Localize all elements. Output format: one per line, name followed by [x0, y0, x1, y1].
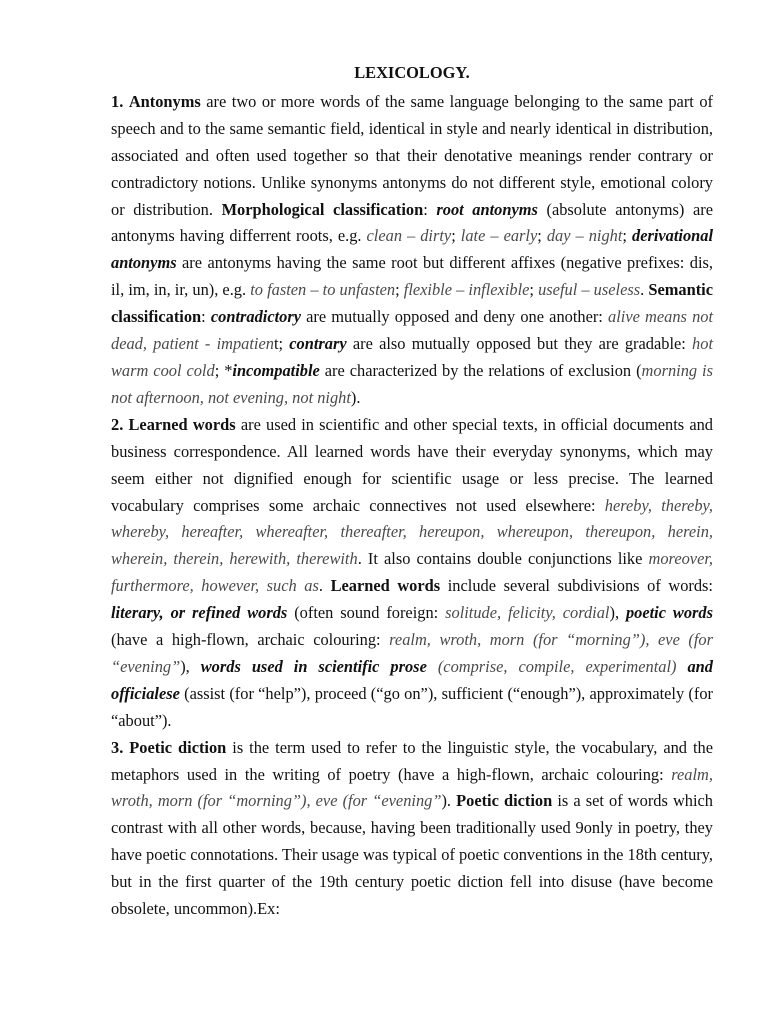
text: ), — [609, 603, 626, 623]
text: ; * — [214, 360, 233, 380]
section-number: 1. — [111, 91, 124, 111]
term-root-antonyms: root antonyms — [436, 199, 538, 219]
text — [427, 657, 438, 676]
example: (comprise, compile, experimental) — [437, 656, 677, 676]
example: realm, wroth, morn (for “morning”), eve (for “evening” — [111, 764, 713, 811]
example: hereby, thereby, whereby, hereafter, whereafter, thereafter, hereupon, whereupon, thereupon, herein, wherein, therein, herewith, therewith — [111, 495, 713, 569]
term-literary-words: literary, or refined words — [111, 603, 288, 623]
example: hot warm cool cold — [111, 334, 713, 380]
term-learned-words: Learned words — [330, 576, 441, 596]
example: solitude, felicity, cordial — [445, 603, 610, 623]
text: ). — [441, 791, 457, 811]
text: (often sound foreign: — [287, 603, 446, 623]
text: ; — [622, 226, 632, 246]
text: ; — [529, 280, 539, 300]
text: ), — [180, 656, 201, 676]
example: alive means not dead, patient - impatien — [111, 307, 714, 354]
term-incompatible: incompatible — [232, 360, 320, 380]
text: are characterized by the relations of exclusion ( — [319, 360, 642, 380]
document-page — [111, 60, 713, 923]
example: late – early — [460, 226, 538, 246]
term-derivational-antonyms: derivational antonyms — [111, 226, 714, 273]
text: . — [318, 576, 331, 596]
text: . It also contains double conjunctions like — [357, 549, 649, 569]
text: is a set of words which contrast with all other words, because, having been traditionally used 9only in poetry, they have poetic connotations. Their usage was typical of poetic conventions in the 18th century, but in the first quarter of the 19th century poetic diction fell into disuse (have become obsolete, uncommon).Ex: — [111, 791, 714, 919]
text: are also mutually opposed but they are gradable: — [346, 334, 693, 354]
term-contradictory: contradictory — [210, 307, 301, 327]
term-poetic-words: poetic words — [625, 603, 713, 623]
term-officialese: and officialese — [111, 656, 713, 703]
text: (have a high-flown, archaic colouring: — [111, 630, 390, 650]
page-title: LEXICOLOGY. — [354, 63, 470, 82]
text: t; — [273, 334, 290, 354]
term-contrary: contrary — [289, 334, 347, 354]
text: ; — [451, 226, 461, 246]
term-scientific-prose: words used in scientific prose — [200, 656, 427, 676]
text: are two or more words of the same language belonging to the same part of speech and to the same semantic field, identical in style and nearly identical in distribution, associated and often used together so that their denotative meanings render contrary or contradictory notions. Unlike synonyms antonyms do not different style, emotional colory or distribution. — [111, 91, 713, 219]
example: morning is not afternoon, not evening, not night — [111, 360, 713, 407]
term-morphological-classification: Morphological classification — [221, 199, 424, 219]
term-learned-words: Learned words — [128, 414, 236, 434]
text: : — [201, 307, 211, 327]
text: . — [640, 280, 649, 300]
text: are antonyms having the same root but different affixes (negative prefixes: dis, il, im, in, ir, un), e.g. — [111, 253, 713, 300]
example: realm, wroth, morn (for “morning”), eve (for “evening” — [111, 630, 714, 676]
term-poetic-diction: Poetic diction — [456, 791, 553, 811]
paragraph-learned-words — [111, 412, 713, 735]
example: useful – useless — [538, 280, 641, 300]
term-antonyms: Antonyms — [128, 91, 201, 111]
text: are used in scientific and other special texts, in official documents and business correspondence. All learned words have their everyday synonyms, which may seem either not dignified enough for scientific usage or less precise. The learned vocabulary comprises some archaic connectives not used elsewhere: — [111, 414, 713, 515]
text: are mutually opposed and deny one another: — [301, 307, 609, 327]
paragraph-antonyms — [111, 89, 713, 412]
text: is the term used to refer to the linguistic style, the vocabulary, and the metaphors used in the writing of poetry (have a high-flown, archaic colouring: — [111, 737, 713, 784]
section-number: 2. — [111, 414, 124, 434]
text — [676, 657, 687, 676]
text: ; — [395, 280, 404, 300]
paragraph-poetic-diction — [111, 735, 713, 923]
example: to fasten – to unfasten — [250, 280, 396, 300]
example: moreover, furthermore, however, such as — [111, 549, 713, 596]
example: clean – dirty — [366, 226, 452, 246]
example: flexible – inflexible — [403, 280, 530, 300]
text: ). — [350, 387, 361, 407]
text: : — [423, 199, 437, 219]
term-poetic-diction: Poetic diction — [129, 737, 227, 757]
text: (assist (for “help”), proceed (“go on”), sufficient (“enough”), approximately (for “about”). — [111, 683, 713, 730]
term-semantic-classification: Semantic classification — [111, 280, 713, 327]
section-number: 3. — [111, 737, 124, 757]
text: (absolute antonyms) are antonyms having differrent roots, e.g. — [111, 199, 714, 246]
example: day – night — [546, 226, 623, 246]
text: ; — [537, 226, 547, 246]
text: include several subdivisions of words: — [440, 576, 713, 596]
